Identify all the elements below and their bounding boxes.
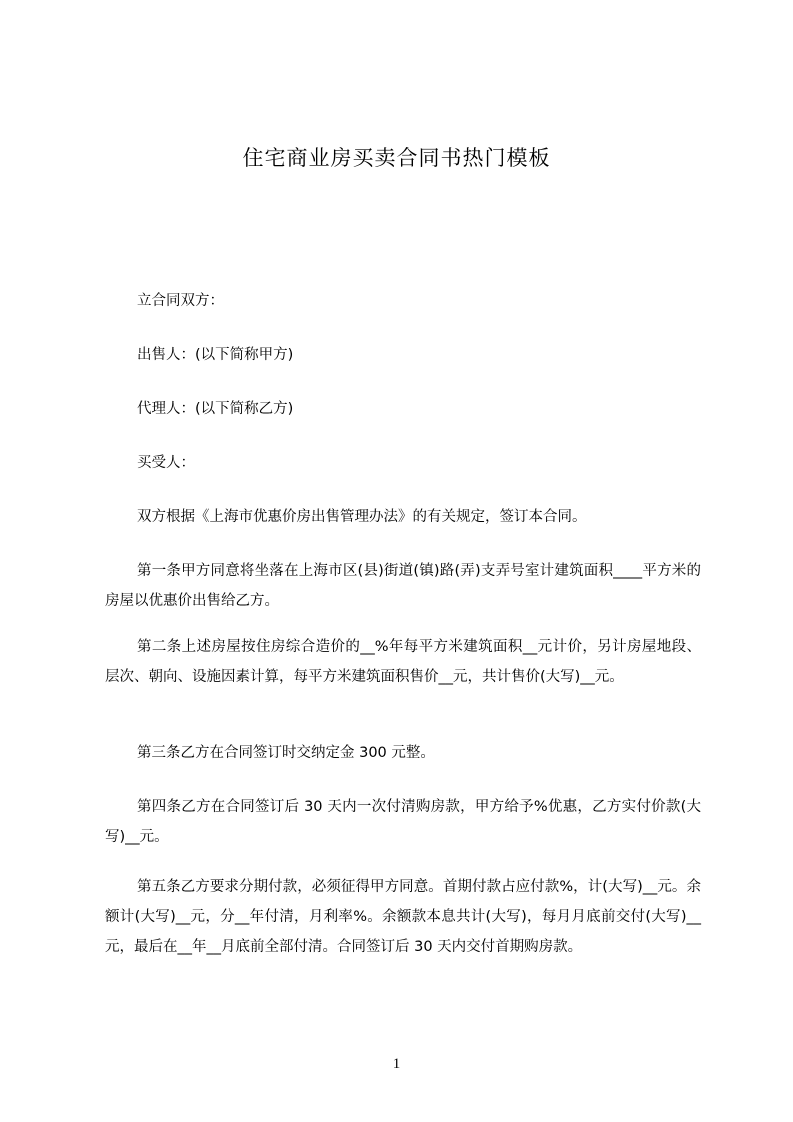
article-3-paragraph: 第三条乙方在合同签订时交纳定金 300 元整。	[137, 745, 435, 761]
buyer-line: 买受人：	[137, 455, 195, 471]
article-2-paragraph: 第二条上述房屋按住房综合造价的__%年每平方米建筑面积__元计价，另计房屋地段、层次、朝向、设施因素计算，每平方米建筑面积售价__元，共计售价(大写)__元。	[105, 639, 701, 685]
document-title: 住宅商业房买卖合同书热门模板	[242, 146, 551, 170]
preamble-paragraph: 双方根据《上海市优惠价房出售管理办法》的有关规定，签订本合同。	[137, 509, 587, 525]
page-number: 1	[392, 1056, 401, 1072]
article-1-paragraph: 第一条甲方同意将坐落在上海市区(县)街道(镇)路(弄)支弄号室计建筑面积____平方米的房屋以优惠价出售给乙方。	[105, 563, 701, 609]
article-4-paragraph: 第四条乙方在合同签订后 30 天内一次付清购房款，甲方给予%优惠，乙方实付价款(大写)__元。	[105, 799, 701, 845]
agent-line: 代理人：(以下简称乙方)	[137, 401, 294, 417]
seller-line: 出售人：(以下简称甲方)	[137, 347, 294, 363]
article-5-paragraph: 第五条乙方要求分期付款，必须征得甲方同意。首期付款占应付款%，计(大写)__元。余额计(大写)__元，分__年付清，月利率%。余额款本息共计(大写)，每月月底前交付(大写)__元，最后在__年__月底前全部付清。合同签订后 30 天内交付首期购房款。	[105, 879, 701, 955]
contract-parties-label: 立合同双方：	[137, 293, 224, 309]
